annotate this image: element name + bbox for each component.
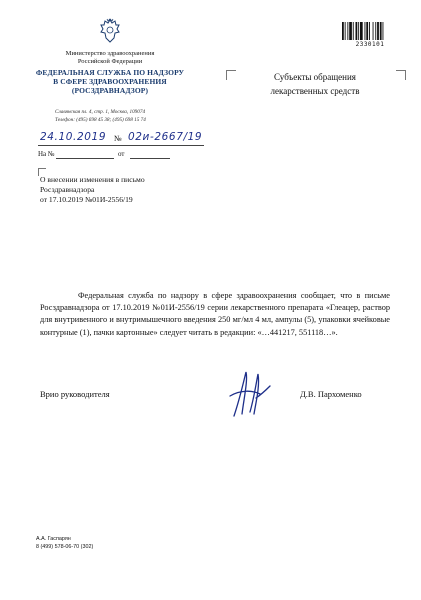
executor-name: А.А. Гаспарян xyxy=(36,536,71,542)
barcode-bar xyxy=(383,22,384,40)
barcode-bar xyxy=(377,22,379,40)
subject xyxy=(40,175,145,205)
executor-phone: 8 (499) 578-06-70 (302) xyxy=(36,543,94,550)
subject-line-2: Росздравнадзора xyxy=(40,185,95,194)
letter-body: Федеральная служба по надзору в сфере здравоохранения сообщает, что в письме Росздравнадзора от 17.10.2019 №01И-2556/19 серии лекарственного препарата «Глеацер, раствор для внутривенного и внутримышечного введения 250 мг/мл 4 мл, ампулы (5), упаковки ячейковые контурные (1), пачки картонные» следует читать в редакции: «…441217, 551118…». xyxy=(40,291,390,337)
barcode-bar xyxy=(369,22,370,40)
ministry-line-1: Министерство здравоохранения xyxy=(65,50,155,57)
reference-number-line xyxy=(56,158,114,159)
address-bracket-left xyxy=(226,70,236,80)
registration-date: 24.10.2019 xyxy=(40,131,107,143)
agency-line-3: (РОСЗДРАВНАДЗОР) xyxy=(71,86,149,95)
agency-address xyxy=(55,108,225,124)
registration-number: 02и-2667/19 xyxy=(128,131,203,143)
barcode-bar xyxy=(345,22,346,40)
ministry-line-2: Российской Федерации xyxy=(77,58,143,65)
reference-date-line xyxy=(130,158,170,159)
registration-number-sign: № xyxy=(114,134,122,143)
barcode-number: 2330101 xyxy=(355,41,385,48)
agency-line-2: В СФЕРЕ ЗДРАВООХРАНЕНИЯ xyxy=(53,77,167,86)
barcode-bar xyxy=(349,22,352,40)
coat-of-arms-emblem xyxy=(99,18,121,44)
agency-name xyxy=(25,68,195,95)
barcode-bar xyxy=(356,22,358,40)
barcode-bar xyxy=(365,22,366,40)
barcode-bar xyxy=(358,22,359,40)
barcode xyxy=(342,22,398,40)
barcode-bar xyxy=(380,22,382,40)
signatory-name: Д.В. Пархоменко xyxy=(300,389,362,399)
barcode-bar xyxy=(360,22,363,40)
subject-line-1: О внесении изменения в письмо xyxy=(40,175,145,184)
barcode-bar xyxy=(375,22,376,40)
barcode-bar xyxy=(342,22,344,40)
addressee xyxy=(240,70,390,98)
agency-line-1: ФЕДЕРАЛЬНАЯ СЛУЖБА ПО НАДЗОРУ xyxy=(35,68,185,77)
addressee-line-1: Субъекты обращения xyxy=(274,72,356,82)
reference-label: На № xyxy=(38,150,55,158)
handwritten-signature xyxy=(226,368,274,420)
addressee-line-2: лекарственных средств xyxy=(270,86,360,96)
executor-block xyxy=(36,536,93,551)
barcode-bar xyxy=(366,22,368,40)
barcode-bar xyxy=(373,22,374,40)
subject-line-3: от 17.10.2019 №01И-2556/19 xyxy=(40,195,133,204)
reference-from-label: от xyxy=(118,150,125,158)
registration-underline xyxy=(38,145,204,146)
signatory-position: Врио руководителя xyxy=(40,389,110,399)
address-bracket-right xyxy=(396,70,406,80)
barcode-bar xyxy=(347,22,348,40)
phone-line: Телефон: (495) 698 45 38; (495) 698 15 74 xyxy=(55,117,146,123)
barcode-bar xyxy=(353,22,354,40)
ministry-name xyxy=(40,50,180,66)
address-line: Славянская пл. 4, стр. 1, Москва, 109074 xyxy=(55,109,146,115)
